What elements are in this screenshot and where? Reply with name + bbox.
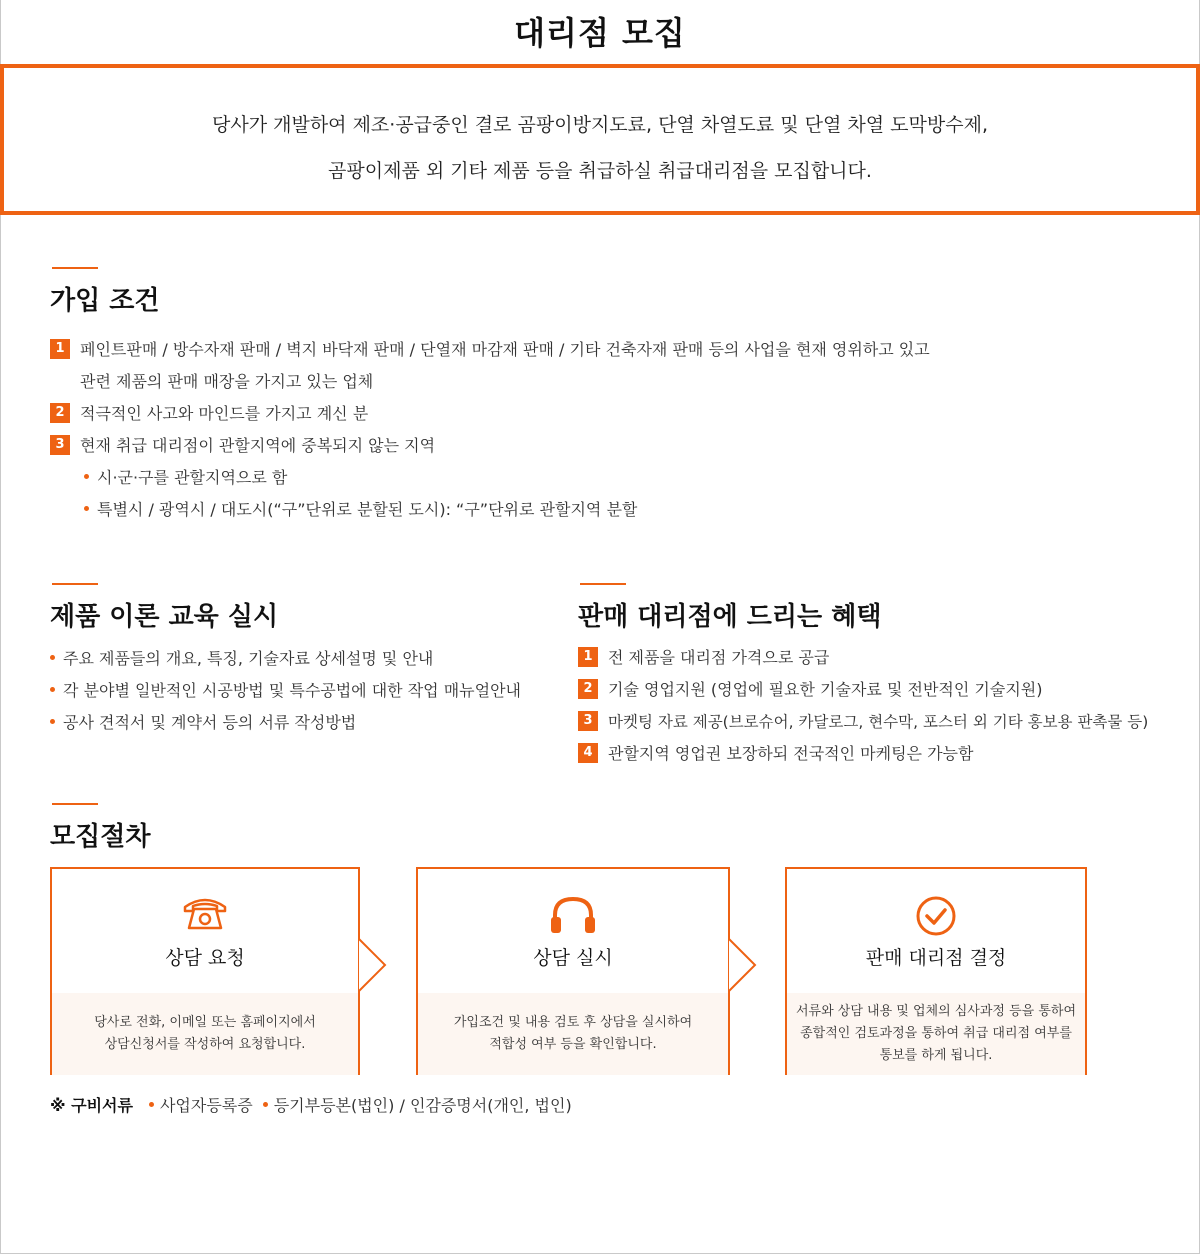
step-description bbox=[418, 993, 728, 1075]
step-description bbox=[787, 993, 1085, 1075]
education-item-2 bbox=[50, 675, 521, 707]
number-badge: 3 bbox=[578, 711, 598, 731]
number-badge: 1 bbox=[50, 339, 70, 359]
intro-box bbox=[0, 64, 1200, 215]
number-badge: 1 bbox=[578, 647, 598, 667]
section-accent-bar bbox=[580, 583, 626, 585]
benefit-item-3 bbox=[578, 706, 1148, 738]
education-text: 공사 견적서 및 계약서 등의 서류 작성방법 bbox=[63, 713, 357, 732]
bullet-dot bbox=[84, 506, 89, 511]
benefit-item-4 bbox=[578, 738, 973, 770]
number-badge: 2 bbox=[578, 679, 598, 699]
required-documents bbox=[50, 1092, 580, 1120]
join-sub-text: 시·군·구를 관할지역으로 함 bbox=[97, 468, 288, 487]
benefit-item-2 bbox=[578, 674, 1043, 706]
join-condition-item-3 bbox=[50, 430, 435, 462]
procedure-title: 모집절차 bbox=[50, 822, 151, 852]
documents-label: ※ 구비서류 bbox=[50, 1096, 133, 1115]
step-title: 상담 실시 bbox=[533, 947, 613, 969]
procedure-step-2 bbox=[416, 867, 730, 1075]
section-accent-bar bbox=[52, 583, 98, 585]
intro-line-2: 곰팡이제품 외 기타 제품 등을 취급하실 취급대리점을 모집합니다. bbox=[328, 160, 872, 182]
step-desc-line: 종합적인 검토과정을 통하여 취급 대리점 여부를 bbox=[800, 1026, 1072, 1041]
number-badge: 4 bbox=[578, 743, 598, 763]
step-desc-line: 적합성 여부 등을 확인합니다. bbox=[489, 1037, 657, 1052]
education-text: 주요 제품들의 개요, 특징, 기술자료 상세설명 및 안내 bbox=[63, 649, 434, 668]
join-condition-item-1-cont: 관련 제품의 판매 매장을 가지고 있는 업체 bbox=[80, 372, 374, 391]
join-condition-text: 현재 취급 대리점이 관할지역에 중복되지 않는 지역 bbox=[80, 436, 436, 455]
education-item-3 bbox=[50, 707, 356, 739]
join-condition-text: 적극적인 사고와 마인드를 가지고 계신 분 bbox=[80, 404, 369, 423]
join-condition-item-1 bbox=[50, 334, 930, 366]
join-condition-item-2 bbox=[50, 398, 368, 430]
benefit-text: 기술 영업지원 (영업에 필요한 기술자료 및 전반적인 기술지원) bbox=[608, 680, 1043, 699]
headphones-icon bbox=[418, 895, 728, 935]
bullet-dot bbox=[263, 1102, 268, 1107]
step-arrow bbox=[727, 937, 757, 993]
section-accent-bar bbox=[52, 267, 98, 269]
procedure-step-1 bbox=[50, 867, 360, 1075]
benefit-item-1 bbox=[578, 642, 829, 674]
bullet-dot bbox=[50, 719, 55, 724]
step-arrow bbox=[357, 937, 387, 993]
step-description bbox=[52, 993, 358, 1075]
document-item: 등기부등본(법인) / 인감증명서(개인, 법인) bbox=[273, 1096, 572, 1115]
step-desc-line: 상담신청서를 작성하여 요청합니다. bbox=[104, 1037, 306, 1052]
step-title: 상담 요청 bbox=[165, 947, 245, 969]
step-desc-line: 서류와 상담 내용 및 업체의 심사과정 등을 통하여 bbox=[795, 1004, 1077, 1019]
bullet-dot bbox=[84, 474, 89, 479]
document-item: 사업자등록증 bbox=[159, 1096, 253, 1115]
bullet-dot bbox=[149, 1102, 154, 1107]
join-sub-item-1 bbox=[84, 462, 287, 494]
telephone-icon bbox=[52, 895, 358, 935]
education-text: 각 분야별 일반적인 시공방법 및 특수공법에 대한 작업 매뉴얼안내 bbox=[63, 681, 522, 700]
procedure-step-3 bbox=[785, 867, 1087, 1075]
bullet-dot bbox=[50, 687, 55, 692]
check-circle-icon bbox=[787, 895, 1085, 935]
step-desc-line: 통보를 하게 됩니다. bbox=[879, 1048, 993, 1063]
education-title: 제품 이론 교육 실시 bbox=[50, 602, 279, 632]
benefit-text: 마켓팅 자료 제공(브로슈어, 카달로그, 현수막, 포스터 외 기타 홍보용 판촉물 등) bbox=[608, 713, 1149, 731]
step-desc-line: 당사로 전화, 이메일 또는 홈페이지에서 bbox=[94, 1015, 316, 1030]
number-badge: 2 bbox=[50, 403, 70, 423]
section-accent-bar bbox=[52, 803, 98, 805]
education-item-1 bbox=[50, 643, 433, 675]
join-sub-text: 특별시 / 광역시 / 대도시(“구”단위로 분할된 도시): “구”단위로 관할지역 분할 bbox=[97, 500, 638, 519]
join-sub-item-2 bbox=[84, 494, 637, 526]
benefits-title: 판매 대리점에 드리는 혜택 bbox=[578, 602, 882, 632]
step-desc-line: 가입조건 및 내용 검토 후 상담을 실시하여 bbox=[453, 1015, 693, 1030]
page-title: 대리점 모집 bbox=[514, 14, 686, 52]
join-conditions-title: 가입 조건 bbox=[50, 286, 160, 316]
number-badge: 3 bbox=[50, 435, 70, 455]
step-title: 판매 대리점 결정 bbox=[865, 947, 1007, 969]
benefit-text: 전 제품을 대리점 가격으로 공급 bbox=[608, 648, 830, 667]
bullet-dot bbox=[50, 655, 55, 660]
benefit-text: 관할지역 영업권 보장하되 전국적인 마케팅은 가능함 bbox=[608, 744, 974, 763]
join-condition-text: 페인트판매 / 방수자재 판매 / 벽지 바닥재 판매 / 단열재 마감재 판매 / 기타 건축자재 판매 등의 사업을 현재 영위하고 있고 bbox=[80, 340, 930, 359]
intro-line-1: 당사가 개발하여 제조·공급중인 결로 곰팡이방지도료, 단열 차열도료 및 단열 차열 도막방수제, bbox=[212, 114, 988, 136]
